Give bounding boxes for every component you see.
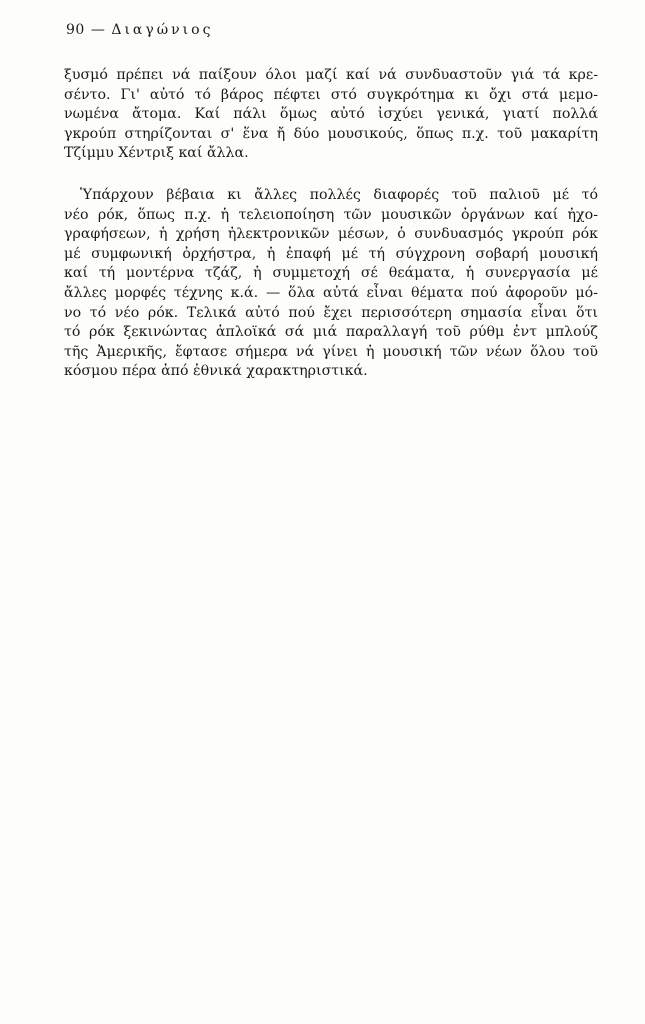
paragraph-1 <box>64 66 598 164</box>
page-number: 90 <box>66 22 85 38</box>
text-line: νο τό νέο ρόκ. Τελικά αὐτό πού ἔχει περισσότερη σημασία εἶναι ὅτι <box>64 304 598 321</box>
text-line: κόσμου πέρα ἀπό ἐθνικά χαρακτηριστικά. <box>64 363 368 380</box>
text-line: νέο ρόκ, ὅπως π.χ. ἡ τελειοποίηση τῶν μουσικῶν ὀργάνων καί ἠχο- <box>64 206 598 223</box>
text-line: σέντο. Γι' αὐτό τό βάρος πέφτει στό συγκρότημα κι ὄχι στά μεμο- <box>64 86 598 103</box>
text-line: μέ συμφωνική ὀρχήστρα, ἡ ἐπαφή μέ τή σύγχρονη σοβαρή μουσική <box>64 245 598 262</box>
text-line: τό ρόκ ξεκινώντας ἁπλοϊκά σά μιά παραλλαγή τοῦ ρύθμ ἐντ μπλούζ <box>64 324 598 341</box>
text-line: ἄλλες μορφές τέχνης κ.ά. — ὅλα αὐτά εἶναι θέματα πού ἀφοροῦν μό- <box>64 284 598 301</box>
text-line: Τζίμμυ Χέντριξ καί ἄλλα. <box>64 145 249 162</box>
header-separator: — <box>90 22 106 38</box>
running-title: Διαγώνιος <box>111 22 214 38</box>
paragraph-2 <box>64 186 598 382</box>
text-line: γραφήσεων, ἡ χρήση ἠλεκτρονικῶν μέσων, ὁ συνδυασμός γκρούπ ρόκ <box>64 226 598 243</box>
text-line: ξυσμό πρέπει νά παίξουν όλοι μαζί καί νά συνδυαστοῦν γιά τά κρε- <box>64 67 598 83</box>
text-line: τῆς Ἀμερικῆς, ἔφτασε σήμερα νά γίνει ἡ μουσική τῶν νέων ὅλου τοῦ <box>64 343 598 360</box>
running-head <box>66 22 213 38</box>
text-line: γκρούπ στηρίζονται σ' ἕνα ἤ δύο μουσικούς, ὅπως π.χ. τοῦ μακαρίτη <box>64 125 598 142</box>
text-line: καί τή μοντέρνα τζάζ, ἡ συμμετοχή σέ θεάματα, ἡ συνεργασία μέ <box>64 265 598 282</box>
text-line: Ὑπάρχουν βέβαια κι ἄλλες πολλές διαφορές τοῦ παλιοῦ μέ τό <box>80 187 598 203</box>
text-line: νωμένα ἄτομα. Καί πάλι ὅμως αὐτό ἰσχύει γενικά, γιατί πολλά <box>64 106 598 123</box>
